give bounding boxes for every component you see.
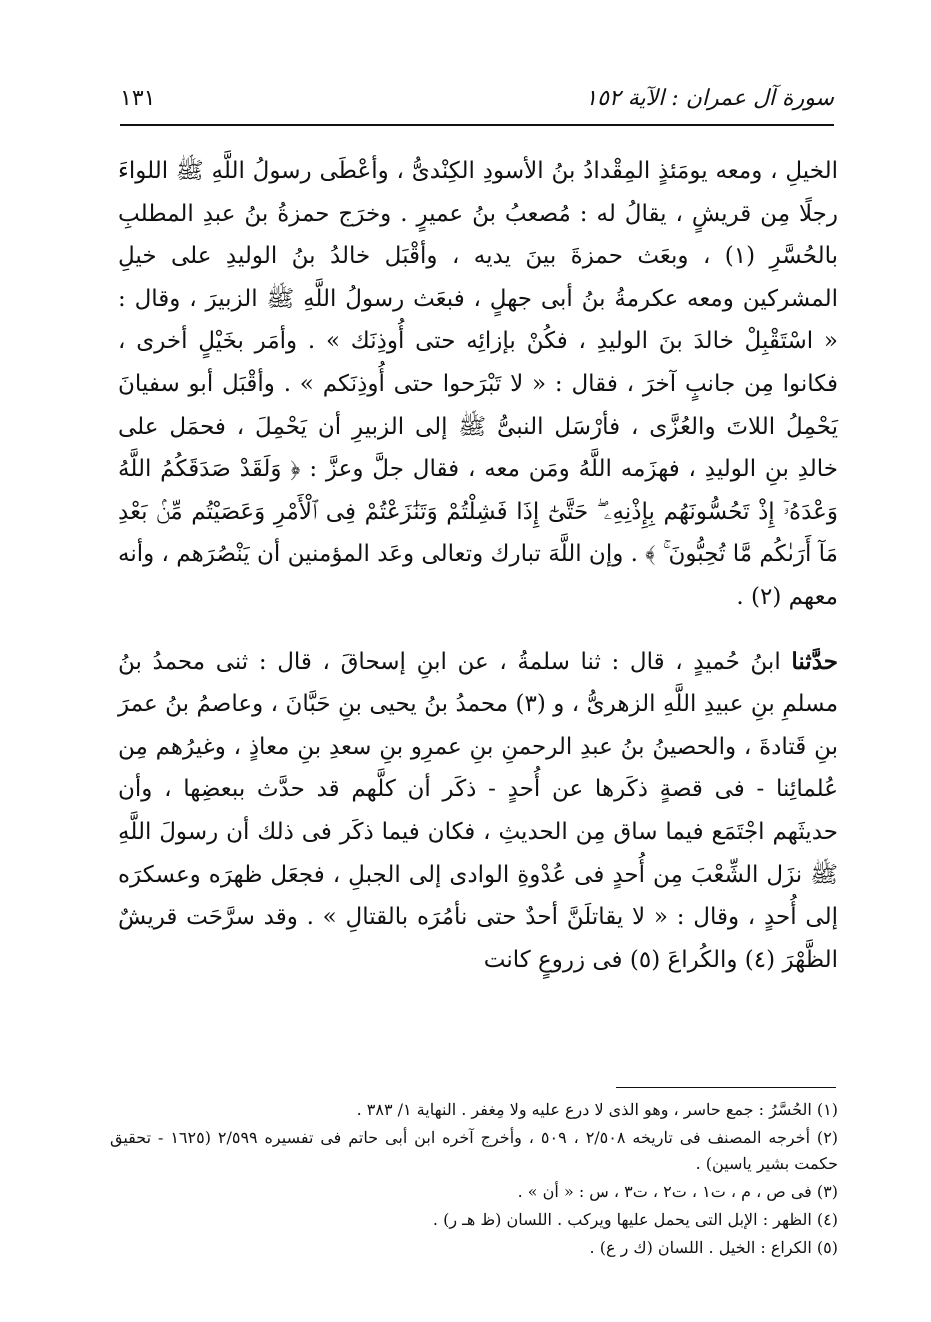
paragraph-1: الخيلِ ، ومعه يومَئذٍ المِقْدادُ بنُ الأسودِ الكِنْدىُّ ، وأعْطَى رسولُ اللَّهِ ﷺ اللواءَ رجلًا مِن قريشٍ ، يقالُ له : مُصعبُ بنُ عميرٍ . وخرَج حمزةُ بنُ عبدِ المطلبِ بالحُسَّرِ (١) ، وبعَث حمزةَ بينَ يديه ، وأقْبَل خالدُ بنُ الوليدِ على خيلِ المشركين ومعه عكرمةُ بنُ أبى جهلٍ ، فبعَث رسولُ اللَّهِ ﷺ الزبيرَ ، وقال : « اسْتَقْبِلْ خالدَ بنَ الوليدِ ، فكُنْ بإزائِه حتى أُوذِنَك » . وأمَر بخَيْلٍ أخرى ، فكانوا مِن جانبٍ آخرَ ، فقال : « لا تَبْرَحوا حتى أُوذِنَكم » . وأقْبَل أبو سفيانَ يَحْمِلُ اللاتَ والعُزَّى ، فأرْسَل النبىُّ ﷺ إلى الزبيرِ أن يَحْمِلَ ، فحمَل على خالدِ بنِ الوليدِ ، فهزَمه اللَّهُ ومَن معه ، فقال جلَّ وعزَّ : ﴿ وَلَقَدْ صَدَقَكُمُ اللَّهُ وَعْدَهُۥٓ إِذْ تَحُسُّونَهُم بِإِذْنِهِۦ ۖ حَتَّىٰٓ إِذَا فَشِلْتُمْ وَتَنَٰزَعْتُمْ فِى ٱلْأَمْرِ وَعَصَيْتُم مِّنۢ بَعْدِ مَآ أَرَىٰكُم مَّا تُحِبُّونَ ۚ ﴾ . وإن اللَّهَ تبارك وتعالى وعَد المؤمنين أن يَنْصُرَهم ، وأنه معهم (٢) . xyxy=(118,158,838,610)
paragraph-lead-word: حدَّثنا xyxy=(791,647,838,675)
footnotes xyxy=(110,1097,838,1263)
footnote-rule xyxy=(616,1087,836,1088)
page-header xyxy=(120,76,834,120)
running-title: سورة آل عمران : الآية ١٥٢ xyxy=(585,85,834,111)
footnote-4: (٤) الظهر : الإبل التى يحمل عليها ويركب . اللسان (ظ هـ ر) . xyxy=(432,1210,838,1229)
main-text xyxy=(118,150,838,981)
footnote-1: (١) الحُسَّرُ : جمع حاسر ، وهو الذى لا درع عليه ولا مِغفر . النهاية ١/ ٣٨٣ . xyxy=(356,1100,838,1119)
header-rule xyxy=(120,124,834,126)
footnote-5: (٥) الكراع : الخيل . اللسان (ك ر ع) . xyxy=(589,1238,838,1257)
footnote-2: (٢) أخرجه المصنف فى تاريخه ٢/٥٠٨ ، ٥٠٩ ، وأخرج آخره ابن أبى حاتم فى تفسيره ٢/٥٩٩ (١٦٢٥ - تحقيق حكمت بشير ياسين) . xyxy=(110,1128,839,1173)
paragraph-2 xyxy=(118,641,838,982)
footnote-3: (٣) فى ص ، م ، ت١ ، ت٢ ، ت٣ ، س : « أن » . xyxy=(517,1182,838,1201)
paragraph-2-text: ابنُ حُميدٍ ، قال : ثنا سلمةُ ، عن ابنِ إسحاقَ ، قال : ثنى محمدُ بنُ مسلمِ بنِ عبيدِ اللَّهِ الزهرىُّ ، و (٣) محمدُ بنُ يحيى بنِ حَبَّانَ ، وعاصمُ بنُ عمرَ بنِ قَتادةَ ، والحصينُ بنُ عبدِ الرحمنِ بنِ عمرِو بنِ سعدِ بنِ معاذٍ ، وغيرُهم مِن عُلمائِنا - فى قصةٍ ذكَرها عن أُحدٍ - ذكَر أن كلَّهم قد حدَّث ببعضِها ، وأن حديثَهم اجْتَمَع فيما ساق مِن الحديثِ ، فكان فيما ذكَر فى ذلك أن رسولَ اللَّهِ ﷺ نزَل الشِّعْبَ مِن أُحدٍ فى عُدْوةِ الوادى إلى الجبلِ ، فجعَل ظهرَه وعسكرَه إلى أُحدٍ ، وقال : « لا يقاتلَنَّ أحدٌ حتى نأمُرَه بالقتالِ » . وقد سرَّحَت قريشٌ الظَّهْرَ (٤) والكُراعَ (٥) فى زروعٍ كانت xyxy=(118,648,839,973)
page-number: ١٣١ xyxy=(120,85,156,111)
